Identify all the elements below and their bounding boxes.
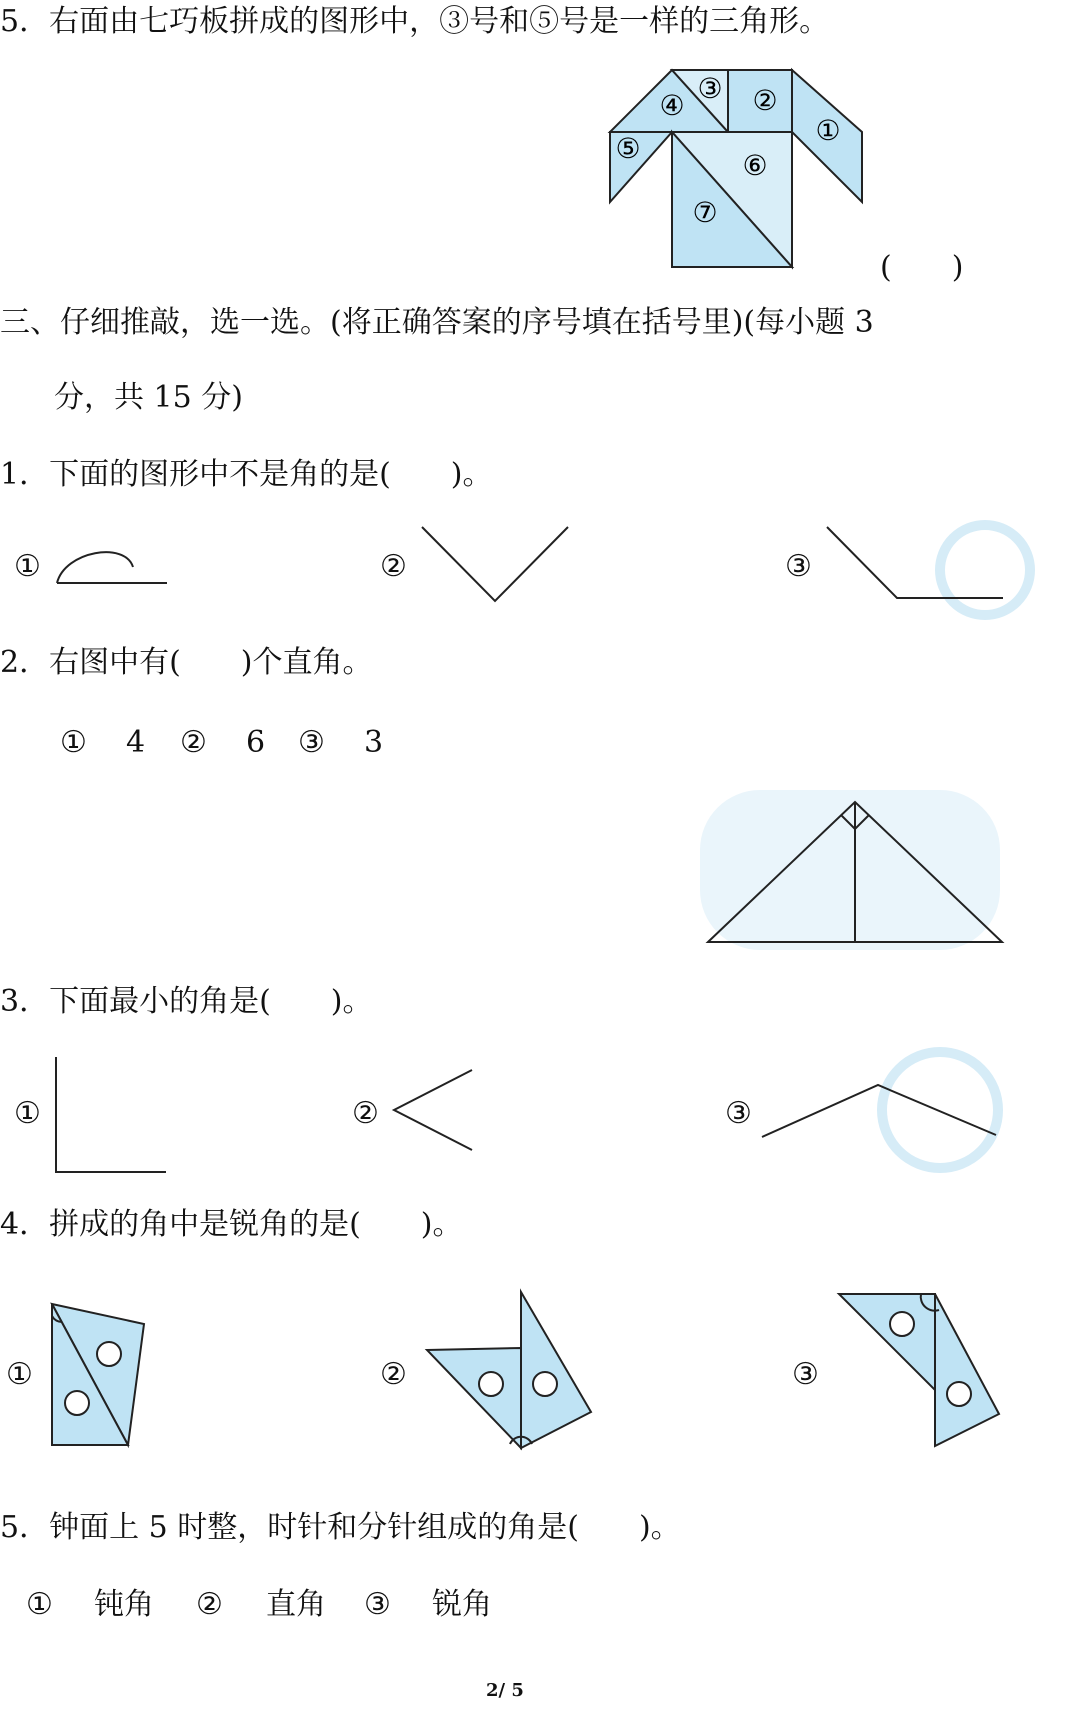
piece-label: ④ <box>659 89 685 122</box>
piece-label: ⑥ <box>742 149 768 182</box>
choice-value: 直角 <box>266 1587 326 1622</box>
set-square-figure-3 <box>835 1290 1005 1452</box>
set-square-figure-1 <box>48 1300 148 1450</box>
option-label: ② <box>380 1357 407 1392</box>
choice-label: ① <box>26 1587 53 1622</box>
option-label: ③ <box>725 1096 752 1131</box>
option-label: ① <box>14 549 41 584</box>
figure-arc-not-angle <box>55 545 170 585</box>
figure-obtuse-angle <box>825 525 1005 605</box>
section-title: 三、仔细推敲，选一选。(将正确答案的序号填在括号里)(每小题 3 <box>0 305 874 340</box>
question-text: 4．拼成的角中是锐角的是( )。 <box>0 1207 463 1242</box>
piece-label: ③ <box>697 72 723 105</box>
question-text: 3．下面最小的角是( )。 <box>0 984 373 1019</box>
option-label: ① <box>6 1357 33 1392</box>
question-text: 1．下面的图形中不是角的是( )。 <box>0 457 493 492</box>
piece-label: ② <box>752 84 778 117</box>
choice-label: ② <box>180 725 207 760</box>
option-label: ① <box>14 1096 41 1131</box>
answer-parens: ( ) <box>880 250 964 285</box>
section-title-cont: 分，共 15 分) <box>54 380 243 415</box>
piece-label: ⑤ <box>615 132 641 165</box>
tangram-figure <box>600 70 900 275</box>
question-text: 5．钟面上 5 时整，时针和分针组成的角是( )。 <box>0 1510 681 1545</box>
choice-label: ② <box>196 1587 223 1622</box>
set-square-figure-2 <box>425 1290 595 1452</box>
option-label: ② <box>352 1096 379 1131</box>
option-label: ② <box>380 549 407 584</box>
choice-value: 6 <box>246 725 266 760</box>
question-text: 2．右图中有( )个直角。 <box>0 645 373 680</box>
piece-label: ① <box>815 114 841 147</box>
choice-value: 3 <box>364 725 384 760</box>
choice-value: 4 <box>126 725 146 760</box>
choice-label: ③ <box>298 725 325 760</box>
page-number: 2/ 5 <box>486 1680 524 1701</box>
choice-label: ③ <box>364 1587 391 1622</box>
option-label: ③ <box>785 549 812 584</box>
figure-wide-angle <box>760 1080 1000 1140</box>
question-text: 5．右面由七巧板拼成的图形中，③号和⑤号是一样的三角形。 <box>0 4 830 39</box>
triangle-with-altitude-figure <box>705 798 1005 946</box>
piece-label: ⑦ <box>692 196 718 229</box>
choice-label: ① <box>60 725 87 760</box>
figure-right-angle <box>54 1055 169 1175</box>
option-label: ③ <box>792 1357 819 1392</box>
choice-value: 钝角 <box>94 1587 154 1622</box>
choice-value: 锐角 <box>432 1587 492 1622</box>
figure-acute-angle <box>392 1068 474 1153</box>
figure-v-angle <box>420 525 570 605</box>
